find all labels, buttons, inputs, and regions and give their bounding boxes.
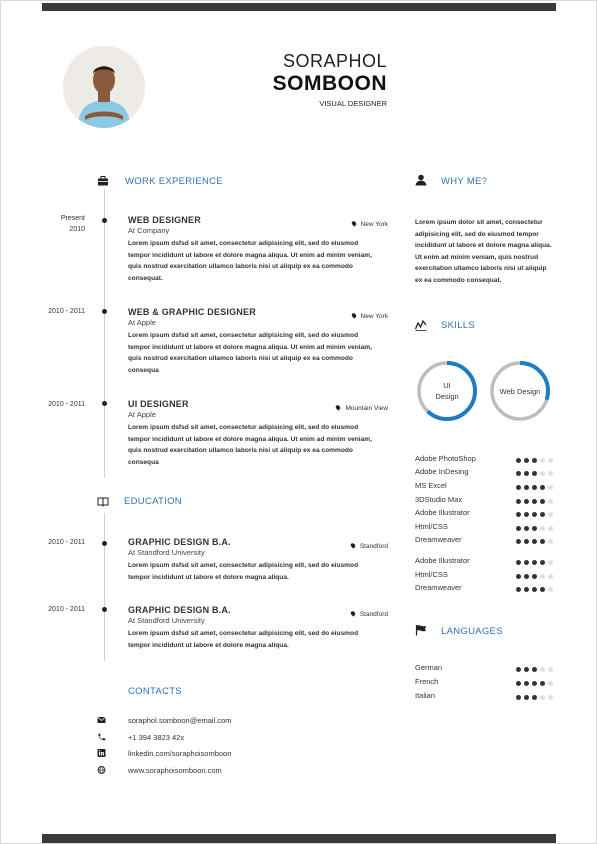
contact-phone[interactable] — [97, 733, 184, 742]
rating-dot-filled — [524, 587, 529, 592]
rating-dots — [513, 510, 553, 519]
rating-dot-filled — [516, 471, 521, 476]
rating-dot-empty — [548, 526, 553, 531]
phone-icon — [97, 733, 106, 741]
rating-dot-filled — [532, 667, 537, 672]
rating-dot-filled — [532, 587, 537, 592]
contact-email[interactable] — [97, 716, 232, 725]
skill-name: Html/CSS — [415, 522, 448, 531]
timeline-dot — [102, 541, 107, 546]
rating-dot-filled — [516, 458, 521, 463]
skill-name: Dreamweaver — [415, 583, 462, 592]
contact-website-text: www.soraphoisomboon.com — [128, 766, 222, 775]
skill-name: Adobe PhotoShop — [415, 454, 476, 463]
skill-name: Dreamweaver — [415, 535, 462, 544]
rating-dot-filled — [540, 485, 545, 490]
contact-phone-text: +1 394 3823 42x — [128, 733, 185, 742]
education-item-description: Lorem ipsum dsfsd sit amet, consectetur adipisicing elit, sed do eiusmod tempor incididunt ut labore et dolore magna aliqua. — [128, 630, 359, 649]
rating-dot-empty — [540, 458, 545, 463]
language-row — [415, 691, 557, 701]
last-name: SOMBOON — [272, 72, 387, 95]
skill-row — [415, 467, 557, 477]
why-me-text: Lorem ipsum dolor sit amet, consectetur adipisicing elit, sed do eiusmod tempor incididunt ut labore et dolore magna aliqua. Ut enim ad minim veniam, quis nostrud exercitation ullamco laboris nisi ut aliquip ex ea commodo consequat. — [415, 219, 552, 284]
linkedin-icon — [97, 749, 106, 757]
work-item-location — [352, 221, 388, 228]
flag-icon — [415, 624, 427, 636]
rating-dot-filled — [524, 539, 529, 544]
avatar — [63, 46, 145, 128]
location-pin-icon — [350, 610, 356, 616]
rating-dot-filled — [524, 499, 529, 504]
rating-dots — [513, 524, 553, 533]
ring-label-line1: Web Design — [499, 387, 541, 396]
rating-dot-filled — [524, 574, 529, 579]
chart-line-icon — [415, 319, 427, 331]
rating-dot-filled — [532, 560, 537, 565]
rating-dots — [513, 693, 553, 702]
education-item-description: Lorem ipsum dsfsd sit amet, consectetur adipisicing elit, sed do eiusmod tempor incididunt ut labore et dolore magna aliqua. — [128, 562, 359, 581]
location-text: Mountain View — [345, 405, 388, 412]
rating-dot-empty — [540, 667, 545, 672]
contact-linkedin-text: linkedin.com/soraphoisomboon — [128, 749, 232, 758]
education-heading: EDUCATION — [124, 496, 182, 507]
first-name: SORAPHOL — [282, 51, 387, 71]
education-date-1: 2010 - 2011 — [48, 539, 85, 546]
rating-dot-filled — [524, 512, 529, 517]
rating-dot-filled — [524, 458, 529, 463]
why-me-heading: WHY ME? — [441, 176, 488, 187]
rating-dot-filled — [516, 499, 521, 504]
globe-icon — [97, 766, 106, 774]
skill-row — [415, 522, 557, 532]
rating-dots — [513, 483, 553, 492]
work-date-3: 2010 - 2011 — [48, 401, 85, 408]
contact-email-text: soraphol.somboon@email.com — [128, 716, 232, 725]
work-item-description: Lorem ipsum dsfsd sit amet, consectetur adipisicing elit, sed do eiusmod tempor incididunt ut labore et dolore magna aliqua. Ut enim ad minim veniam, quis nostrud exercitation ullamco laboris nisi ut aliquip ex ea commodo consequa — [128, 332, 373, 374]
rating-dot-empty — [548, 667, 553, 672]
work-date-2: 2010 - 2011 — [48, 308, 85, 315]
rating-dots — [513, 537, 553, 546]
work-item-company: At Apple — [128, 318, 156, 327]
location-text: New York — [360, 221, 388, 228]
rating-dots — [513, 572, 553, 581]
rating-dot-filled — [524, 526, 529, 531]
rating-dot-empty — [548, 539, 553, 544]
education-item-location — [351, 543, 388, 550]
rating-dot-empty — [548, 560, 553, 565]
location-pin-icon — [350, 542, 356, 548]
rating-dot-filled — [532, 539, 537, 544]
rating-dot-filled — [516, 667, 521, 672]
ring-label-line2: Design — [435, 392, 459, 401]
skill-name: MS Excel — [415, 481, 447, 490]
rating-dot-filled — [524, 485, 529, 490]
work-item-description: Lorem ipsum dsfsd sit amet, consectetur adipisicing elit, sed do eiusmod tempor incididunt ut labore et dolore magna aliqua. Ut enim ad minim veniam, quis nostrud exercitation ullamco laboris nisi ut aliquip ex ea commodo consequa — [128, 424, 373, 466]
rating-dot-empty — [548, 695, 553, 700]
rating-dot-filled — [524, 695, 529, 700]
work-item-3 — [128, 399, 388, 468]
rating-dot-filled — [516, 560, 521, 565]
rating-dot-empty — [540, 574, 545, 579]
location-text: Standford — [359, 543, 388, 550]
skill-name: Html/CSS — [415, 570, 448, 579]
rating-dots — [513, 558, 553, 567]
work-item-location — [336, 405, 388, 412]
work-item-company: At Company — [128, 226, 170, 235]
rating-dot-empty — [548, 574, 553, 579]
work-item-title: WEB & GRAPHIC DESIGNER — [128, 307, 256, 317]
contact-website[interactable] — [97, 766, 222, 775]
skill-row — [415, 556, 557, 566]
location-pin-icon — [350, 220, 356, 226]
rating-dot-filled — [524, 681, 529, 686]
rating-dot-filled — [516, 526, 521, 531]
rating-dot-filled — [524, 471, 529, 476]
rating-dot-filled — [516, 512, 521, 517]
rating-dot-empty — [548, 499, 553, 504]
rating-dot-filled — [516, 681, 521, 686]
skill-row — [415, 535, 557, 545]
work-date-1-start: Present — [60, 215, 85, 222]
education-date-2: 2010 - 2011 — [48, 606, 85, 613]
language-name: German — [415, 663, 443, 672]
skill-ring-label — [415, 380, 479, 402]
work-item-title: WEB DESIGNER — [128, 215, 201, 225]
user-icon — [415, 174, 427, 186]
language-name: Italian — [415, 691, 436, 700]
skill-row — [415, 508, 557, 518]
skills-heading: SKILLS — [441, 320, 476, 331]
skill-row — [415, 570, 557, 580]
rating-dot-empty — [540, 695, 545, 700]
rating-dot-filled — [516, 587, 521, 592]
location-pin-icon — [335, 404, 341, 410]
rating-dot-filled — [516, 539, 521, 544]
skill-row — [415, 495, 557, 505]
rating-dot-filled — [532, 471, 537, 476]
rating-dot-empty — [548, 471, 553, 476]
rating-dot-filled — [532, 574, 537, 579]
work-item-description: Lorem ipsum dsfsd sit amet, consectetur adipisicing elit, sed do eiusmod tempor incididunt ut labore et dolore magna aliqua. Ut enim ad minim veniam, quis nostrud exercitation ullamco laboris nisi ut aliquip ex ea commodo consequat. — [128, 240, 373, 282]
skill-name: Adobe Illustrator — [415, 508, 470, 517]
location-text: New York — [360, 313, 388, 320]
contact-linkedin[interactable] — [97, 749, 231, 758]
timeline-dot — [102, 607, 107, 612]
work-timeline — [104, 189, 105, 478]
profile-photo — [63, 46, 145, 128]
skill-name: Adobe Illustrator — [415, 556, 470, 565]
ring-label-line1: UI — [443, 381, 451, 390]
timeline-dot — [102, 309, 107, 314]
rating-dot-filled — [540, 560, 545, 565]
rating-dots — [513, 456, 553, 465]
rating-dot-empty — [540, 471, 545, 476]
rating-dots — [513, 679, 553, 688]
education-item-2 — [128, 605, 388, 651]
education-item-location — [351, 611, 388, 618]
timeline-dot — [102, 218, 107, 223]
skill-name: Adobe InDesing — [415, 467, 469, 476]
education-item-school: At Standford University — [128, 548, 205, 557]
location-pin-icon — [350, 312, 356, 318]
rating-dot-empty — [548, 587, 553, 592]
rating-dot-filled — [516, 574, 521, 579]
briefcase-icon — [97, 175, 109, 187]
work-item-title: UI DESIGNER — [128, 399, 189, 409]
skill-row — [415, 583, 557, 593]
rating-dot-empty — [548, 485, 553, 490]
contacts-heading: CONTACTS — [128, 686, 182, 697]
top-bar — [42, 3, 556, 11]
rating-dot-filled — [532, 526, 537, 531]
rating-dot-filled — [532, 681, 537, 686]
rating-dot-empty — [540, 526, 545, 531]
skill-row — [415, 481, 557, 491]
rating-dot-filled — [532, 485, 537, 490]
rating-dots — [513, 585, 553, 594]
education-timeline — [104, 513, 105, 661]
work-experience-heading: WORK EXPERIENCE — [125, 176, 223, 187]
job-title: VISUAL DESIGNER — [319, 99, 387, 108]
rating-dot-filled — [540, 499, 545, 504]
skill-row — [415, 454, 557, 464]
timeline-dot — [102, 401, 107, 406]
rating-dots — [513, 665, 553, 674]
rating-dot-filled — [540, 539, 545, 544]
skill-ring-label — [488, 386, 552, 397]
rating-dot-empty — [548, 458, 553, 463]
rating-dot-empty — [548, 681, 553, 686]
bottom-bar — [42, 834, 556, 843]
education-item-school: At Standford University — [128, 616, 205, 625]
location-text: Standford — [359, 611, 388, 618]
rating-dot-filled — [540, 512, 545, 517]
rating-dot-filled — [516, 485, 521, 490]
book-icon — [97, 495, 109, 507]
rating-dot-filled — [532, 512, 537, 517]
education-item-title: GRAPHIC DESIGN B.A. — [128, 605, 231, 615]
rating-dots — [513, 469, 553, 478]
languages-heading: LANGUAGES — [441, 626, 503, 637]
rating-dot-filled — [532, 695, 537, 700]
rating-dot-filled — [532, 458, 537, 463]
work-item-location — [352, 313, 388, 320]
language-row — [415, 677, 557, 687]
language-row — [415, 663, 557, 673]
rating-dot-filled — [516, 695, 521, 700]
envelope-icon — [97, 716, 106, 724]
rating-dot-filled — [524, 560, 529, 565]
work-item-1 — [128, 215, 388, 284]
work-date-1-end: 2010 — [69, 226, 85, 233]
work-item-company: At Apple — [128, 410, 156, 419]
work-item-2 — [128, 307, 388, 376]
education-item-title: GRAPHIC DESIGN B.A. — [128, 537, 231, 547]
rating-dot-filled — [532, 499, 537, 504]
rating-dots — [513, 497, 553, 506]
rating-dot-filled — [540, 587, 545, 592]
rating-dot-filled — [524, 667, 529, 672]
rating-dot-empty — [548, 512, 553, 517]
language-name: French — [415, 677, 439, 686]
skill-name: 3DStudio Max — [415, 495, 463, 504]
education-item-1 — [128, 537, 388, 583]
rating-dot-filled — [540, 681, 545, 686]
